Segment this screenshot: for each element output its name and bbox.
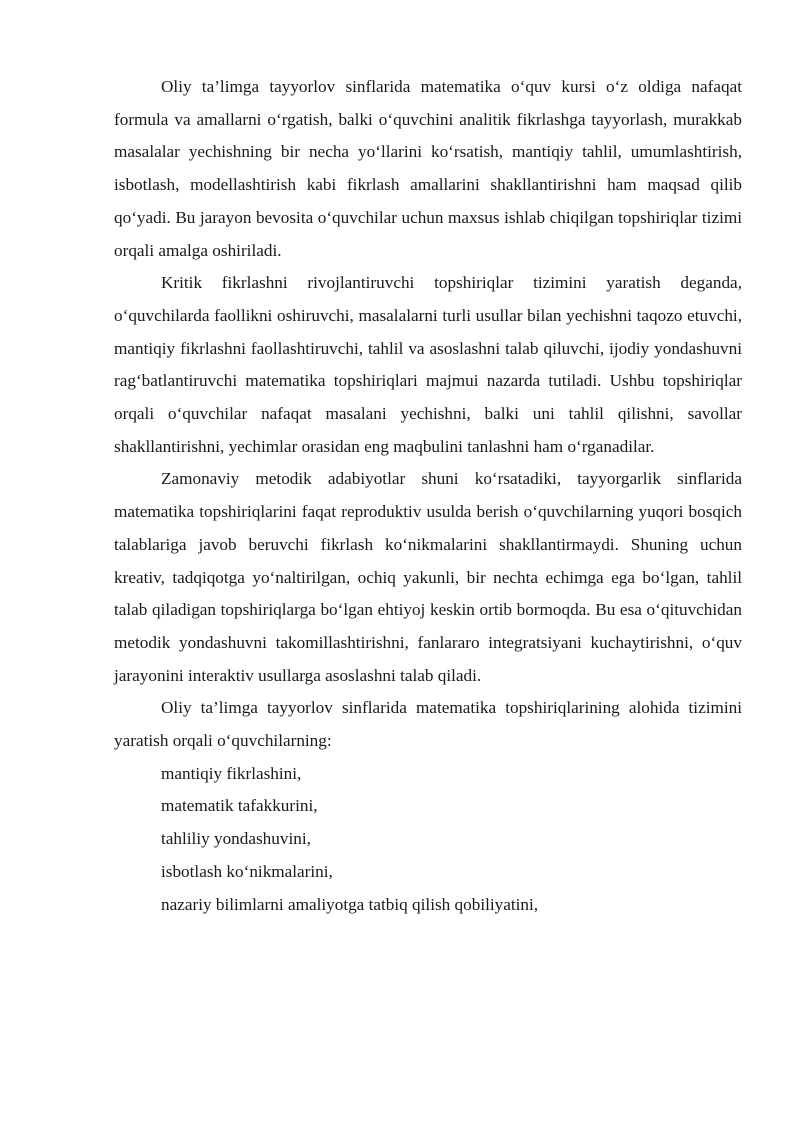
list-item: tahliliy yondashuvini, <box>161 829 311 849</box>
paragraph-4: Oliy ta’limga tayyorlov sinflarida matematika topshiriqlarining alohida tizimini yaratish orqali o‘quvchilarning: <box>114 698 742 751</box>
list-item: matematik tafakkurini, <box>161 796 318 816</box>
document-body <box>114 71 742 921</box>
paragraph-2: Kritik fikrlashni rivojlantiruvchi topshiriqlar tizimini yaratish deganda, o‘quvchilarda faollikni oshiruvchi, masalalarni turli usullar bilan yechishni taqozo etuvchi, mantiqiy fikrlashni faollashtiruvchi, tahlil va asoslashni talab qiluvchi, ijodiy yondashuvni rag‘batlantiruvchi matematika topshiriqlari majmui nazarda tutiladi. Ushbu topshiriqlar orqali o‘quvchilar nafaqat masalani yechishni, balki uni tahlil qilishni, savollar shakllantirishni, yechimlar orasidan eng maqbulini tanlashni ham o‘rganadilar. <box>114 273 742 456</box>
list-item: isbotlash ko‘nikmalarini, <box>161 861 333 881</box>
paragraph-3: Zamonaviy metodik adabiyotlar shuni ko‘rsatadiki, tayyorgarlik sinflarida matematika topshiriqlarini faqat reproduktiv usulda berish o‘quvchilarning yuqori bosqich talablariga javob beruvchi fikrlash ko‘nikmalarini shakllantirmaydi. Shuning uchun kreativ, tadqiqotga yo‘naltirilgan, ochiq yakunli, bir nechta echimga ega bo‘lgan, tahlil talab qiladigan topshiriqlarga bo‘lgan ehtiyoj keskin ortib bormoqda. Bu esa o‘qituvchidan metodik yondashuvni takomillashtirishni, fanlararo integratsiyani kuchaytirishni, o‘quv jarayonini interaktiv usullarga asoslashni talab qiladi. <box>114 469 742 685</box>
skills-list <box>114 758 742 922</box>
list-item: nazariy bilimlarni amaliyotga tatbiq qilish qobiliyatini, <box>161 894 539 914</box>
list-item: mantiqiy fikrlashini, <box>161 763 302 783</box>
paragraph-1: Oliy ta’limga tayyorlov sinflarida matematika o‘quv kursi o‘z oldiga nafaqat formula va amallarni o‘rgatish, balki o‘quvchini analitik fikrlashga tayyorlash, murakkab masalalar yechishning bir necha yo‘llarini ko‘rsatish, mantiqiy tahlil, umumlashtirish, isbotlash, modellashtirish kabi fikrlash amallarini shakllantirishni ham maqsad qilib qo‘yadi. Bu jarayon bevosita o‘quvchilar uchun maxsus ishlab chiqilgan topshiriqlar tizimi orqali amalga oshiriladi. <box>114 77 742 260</box>
